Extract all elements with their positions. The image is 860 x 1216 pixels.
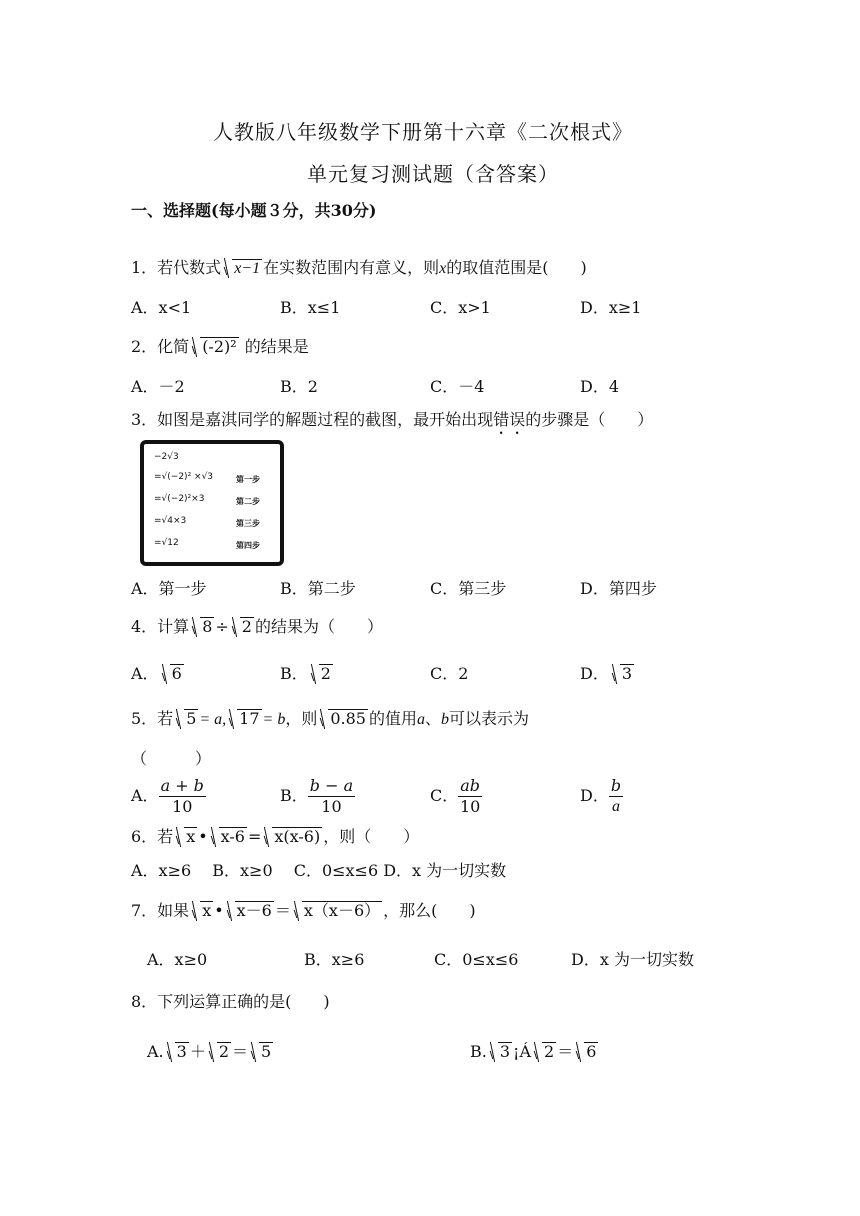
q4-radical-1: 8 [189,617,214,636]
question-6: 6．若 x • x-6 = x(x-6) ，则（ ） [131,827,420,846]
q7-radical-1: x [189,901,213,920]
q3-option-c: C．第三步 [430,579,507,598]
figure-step-4: 第四步 [236,541,260,550]
q4-option-d: D． 3 [580,664,633,683]
q4-stem-pre: 4．计算 [131,617,190,636]
q7-option-a: A．x≥0 [147,950,208,969]
q7-option-d: D．x 为一切实数 [571,950,694,969]
figure-line-1: −2√3 [154,452,179,462]
q4-option-a: A． 6 [131,664,182,683]
q4-radical-2: 2 [229,617,254,636]
q6-radical-1: x [173,827,197,846]
q7-radical-3: x（x－6） [291,901,382,920]
q5-answer-blank: （ ） [131,749,212,768]
q1-option-a: A．x<1 [131,298,192,317]
figure-step-1: 第一步 [236,475,260,484]
q4-option-c: C．2 [430,664,469,683]
question-1 [131,255,587,278]
document-title-line1: 人教版八年级数学下册第十六章《二次根式》 [213,120,633,144]
question-2 [131,334,309,357]
figure-step-3: 第三步 [236,519,260,528]
q7-radical-2: x－6 [224,901,274,920]
question-5: 5．若 5 = a, 17 = b，则 0.85 的值用a、b可以表示为 [131,709,530,728]
q2-radical: (-2)² [189,337,238,356]
q5-option-b: B． $\frac{b - a}{10}$ [280,776,354,816]
q1-radical: x−1 [221,258,262,278]
q2-stem-pre: 2．化简 [131,337,190,356]
q7-option-b: B．x≥6 [304,950,365,969]
figure-step-2: 第二步 [236,497,260,506]
q1-option-b: B．x≤1 [280,298,341,317]
q3-emphasis: 错误 [493,410,526,429]
q3-option-b: B．第二步 [280,579,356,598]
q1-stem-pre: 1．若代数式 [131,258,222,277]
q1-option-d: D．x≥1 [580,298,642,317]
section-heading: 一、选择题(每小题３分，共30分) [131,201,377,220]
q4-operator: ÷ [215,617,229,636]
q5-option-a: A． $\frac{a + b}{10}$ [131,776,204,816]
q5-radical-3: 0.85 [317,709,368,728]
q4-option-b: B． 2 [280,664,331,683]
q3-option-d: D．第四步 [580,579,657,598]
q8-option-a: A. 3 ＋ 2 ＝ 5 [147,1042,272,1061]
q4-stem-post: 的结果为（ ） [254,617,383,636]
q1-option-c: C．x>1 [430,298,491,317]
question-3 [131,407,653,438]
q1-stem-post: 的取值范围是( ) [446,258,587,277]
q2-stem-post: 的结果是 [244,337,309,356]
q2-option-a: A．－2 [131,377,185,396]
q5-option-d: D． $\frac{b}{a}$ [580,776,622,815]
q1-stem-mid: 在实数范围内有意义，则 [263,258,440,277]
q3-option-a: A．第一步 [131,579,207,598]
q6-radical-2: x-6 [208,827,247,846]
q6-radical-3: x(x-6) [261,827,322,846]
figure-line-5: =√12 [154,538,179,548]
q3-solution-figure [140,440,284,566]
figure-line-3: =√(−2)²×3 [154,494,205,504]
q2-option-c: C．－4 [430,377,485,396]
figure-line-4: =√4×3 [154,516,187,526]
q6-options: A．x≥6 B．x≥0 C．0≤x≤6 D．x 为一切实数 [131,861,507,880]
q5-radical-2: 17 [226,709,261,728]
question-4 [131,614,383,637]
q5-radical-1: 5 [173,709,198,728]
figure-line-2: =√(−2)² ×√3 [154,472,214,482]
q3-stem-post: 的步骤是（ ） [525,410,654,429]
question-8: 8．下列运算正确的是( ) [131,992,330,1011]
q5-option-c: C． $\frac{ab}{10}$ [430,776,481,816]
q2-option-b: B．2 [280,377,318,396]
q2-option-d: D．4 [580,377,620,396]
question-7: 7．如果 x • x－6 ＝ x（x－6） ，那么( ) [131,901,476,920]
document-title-line2: 单元复习测试题（含答案） [307,162,559,186]
q3-stem-pre: 3．如图是嘉淇同学的解题过程的截图，最开始出现 [131,410,494,429]
q1-var: x [439,260,447,277]
q7-option-c: C．0≤x≤6 [434,950,519,969]
q8-option-b: B. 3 ¡Á 2 ＝ 6 [470,1042,597,1061]
